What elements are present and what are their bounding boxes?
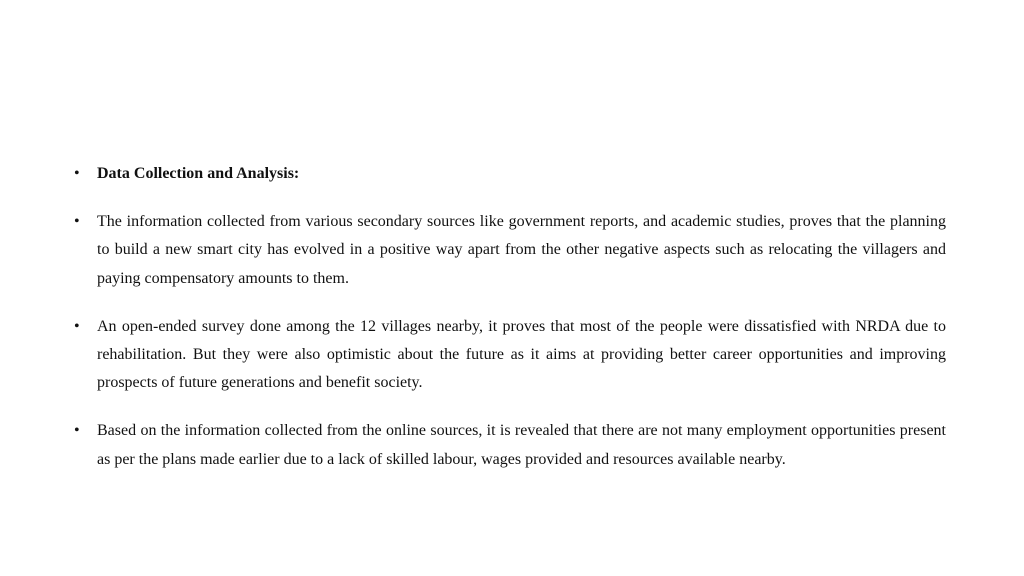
bullet-item-secondary-sources	[74, 208, 946, 293]
bullet-icon: •	[74, 165, 80, 182]
bullet-item-online-sources	[74, 417, 946, 474]
bullet-item-survey	[74, 313, 946, 398]
bullet-item-heading	[74, 160, 946, 188]
bullet-text: The information collected from various secondary sources like government reports, and academic studies, proves that the planning to build a new smart city has evolved in a positive way apart from the other negative aspects such as relocating the villagers and paying compensatory amounts to them.	[97, 212, 946, 287]
bullet-list	[74, 160, 946, 474]
section-heading: Data Collection and Analysis:	[97, 165, 300, 182]
bullet-icon: •	[74, 422, 80, 440]
bullet-icon: •	[74, 317, 80, 335]
bullet-text: Based on the information collected from the online sources, it is revealed that there are not many employment opportunities present as per the plans made earlier due to a lack of skilled labour, wages provided and resources available nearby.	[97, 422, 946, 468]
bullet-text: An open-ended survey done among the 12 villages nearby, it proves that most of the people were dissatisfied with NRDA due to rehabilitation. But they were also optimistic about the future as it aims at providing better career opportunities and improving prospects of future generations and benefit society.	[97, 317, 946, 392]
bullet-icon: •	[74, 212, 80, 230]
